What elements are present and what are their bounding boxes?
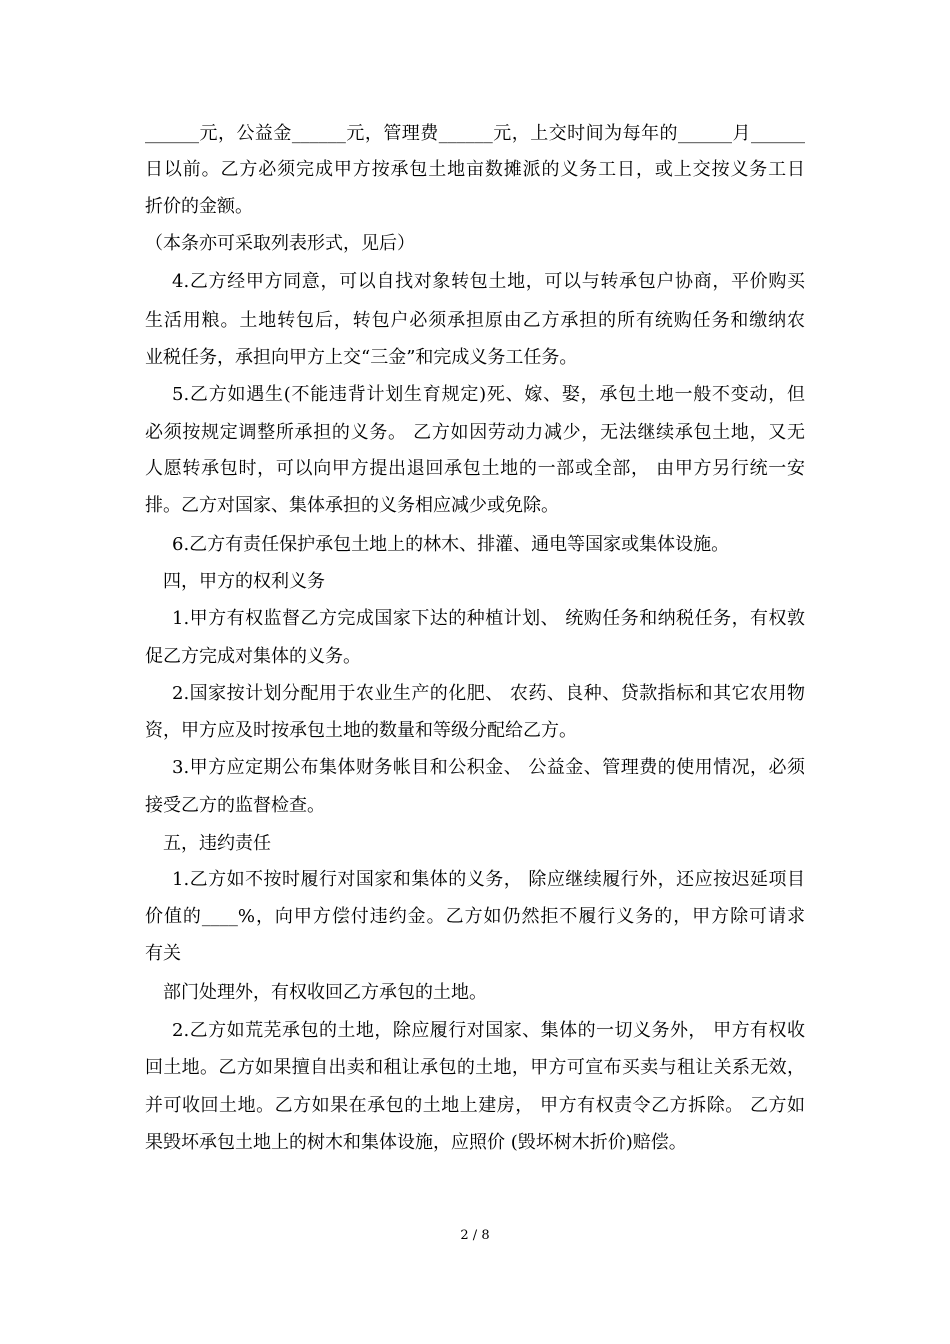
text-line: 必须按规定调整所承担的义务。 乙方如因劳动力减少，无法继续承包土地，又无	[145, 422, 805, 443]
text-line: 5.乙方如遇生(不能违背计划生育规定)死、嫁、娶，承包土地一般不变动，但	[172, 384, 805, 405]
page-number: 2 / 8	[460, 1228, 490, 1243]
text-line: 有关	[145, 943, 181, 964]
text-line: 资，甲方应及时按承包土地的数量和等级分配给乙方。	[145, 720, 577, 741]
text-line: 价值的____%，向甲方偿付违约金。乙方如仍然拒不履行义务的，甲方除可请求	[145, 906, 805, 927]
section-heading: 五，违约责任	[163, 833, 271, 854]
text-line: ______元，公益金______元，管理费______元，上交时间为每年的______月______	[145, 123, 805, 144]
text-line: 1.甲方有权监督乙方完成国家下达的种植计划、 统购任务和纳税任务，有权敦	[172, 608, 805, 629]
text-line: 回土地。乙方如果擅自出卖和租让承包的土地，甲方可宣布买卖与租让关系无效，	[145, 1057, 805, 1078]
text-line: 折价的金额。	[145, 196, 253, 217]
text-line: 并可收回土地。乙方如果在承包的土地上建房， 甲方有权责令乙方拆除。 乙方如	[145, 1095, 805, 1116]
text-line: 4.乙方经甲方同意，可以自找对象转包土地，可以与转承包户协商，平价购买	[172, 271, 805, 292]
section-heading: 四，甲方的权利义务	[163, 571, 325, 592]
text-line: 2.国家按计划分配用于农业生产的化肥、 农药、良种、贷款指标和其它农用物	[172, 683, 805, 704]
text-line: 接受乙方的监督检查。	[145, 795, 325, 816]
text-line: 生活用粮。土地转包后，转包户必须承担原由乙方承担的所有统购任务和缴纳农	[145, 310, 805, 331]
text-line: 6.乙方有责任保护承包土地上的林木、排灌、通电等国家或集体设施。	[172, 534, 730, 555]
text-line: （本条亦可采取列表形式，见后）	[145, 233, 415, 254]
text-line: 部门处理外，有权收回乙方承包的土地。	[163, 982, 487, 1003]
text-line: 1.乙方如不按时履行对国家和集体的义务， 除应继续履行外，还应按迟延项目	[172, 869, 805, 890]
text-line: 2.乙方如荒芜承包的土地，除应履行对国家、集体的一切义务外， 甲方有权收	[172, 1020, 805, 1041]
text-line: 业税任务，承担向甲方上交“三金”和完成义务工任务。	[145, 347, 578, 368]
text-line: 日以前。乙方必须完成甲方按承包土地亩数摊派的义务工日，或上交按义务工日	[145, 159, 805, 180]
text-line: 果毁坏承包土地上的树木和集体设施，应照价 (毁坏树木折价)赔偿。	[145, 1132, 687, 1153]
text-line: 促乙方完成对集体的义务。	[145, 646, 361, 667]
text-line: 3.甲方应定期公布集体财务帐目和公积金、 公益金、管理费的使用情况，必须	[172, 757, 805, 778]
text-line: 人愿转承包时，可以向甲方提出退回承包土地的一部或全部， 由甲方另行统一安	[145, 458, 805, 479]
text-line: 排。乙方对国家、集体承担的义务相应减少或免除。	[145, 495, 559, 516]
